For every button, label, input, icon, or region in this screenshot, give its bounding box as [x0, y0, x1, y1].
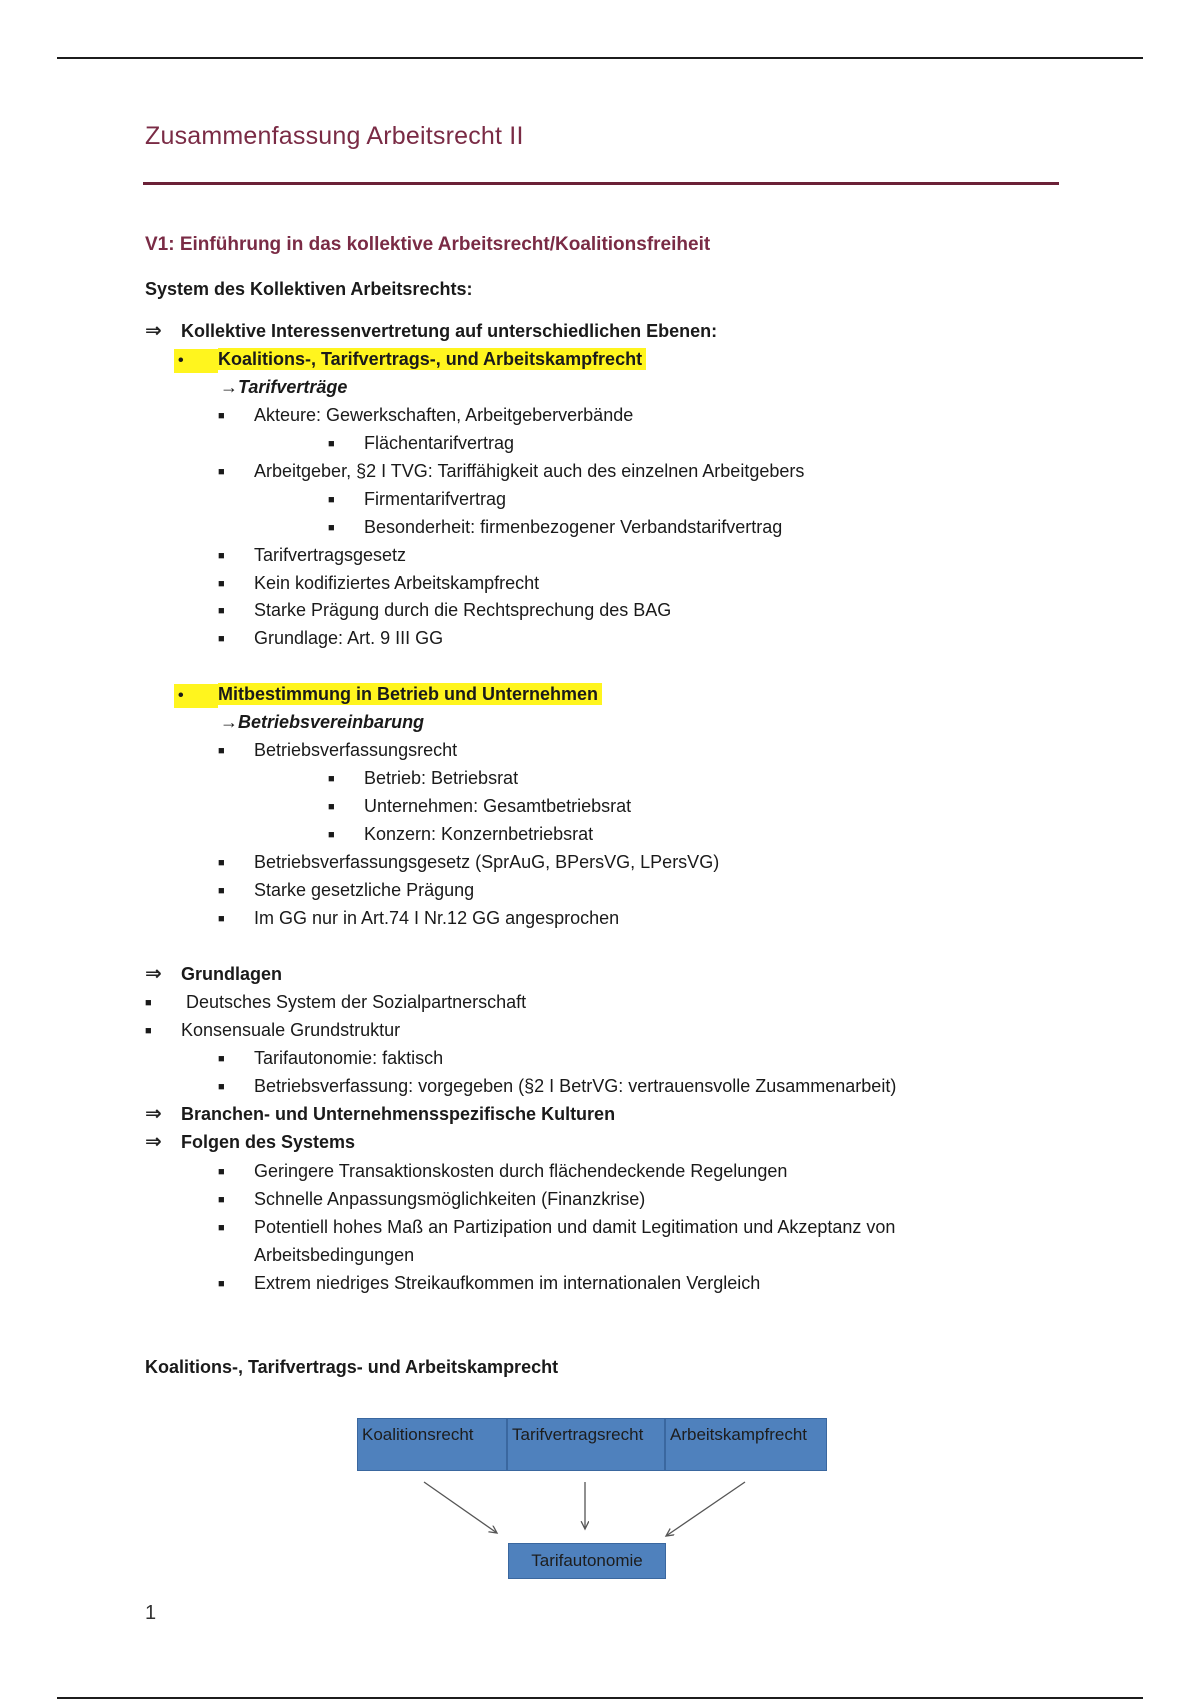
list-item: ■ Geringere Transaktionskosten durch flächendeckende Regelungen: [218, 1161, 788, 1181]
list-item: →Tarifverträge: [220, 377, 348, 397]
square-bullet-icon: ■: [218, 605, 225, 617]
diagram-box-tarifvertragsrecht: Tarifvertragsrecht: [507, 1418, 665, 1471]
list-item-continuation: Arbeitsbedingungen: [254, 1245, 415, 1265]
diagram-box-tarifautonomie: Tarifautonomie: [508, 1543, 666, 1579]
implies-arrow-icon: ⇒: [145, 1103, 162, 1125]
list-item: ■ Potentiell hohes Maß an Partizipation und damit Legitimation und Akzeptanz von: [218, 1217, 896, 1237]
list-item: ■ Grundlage: Art. 9 III GG: [218, 628, 444, 648]
square-bullet-icon: ■: [218, 1053, 225, 1065]
document-title: Zusammenfassung Arbeitsrecht II: [145, 122, 524, 150]
implies-arrow-icon: ⇒: [145, 1131, 162, 1153]
square-bullet-icon: ■: [328, 829, 335, 841]
implies-arrow-icon: ⇒: [145, 320, 162, 342]
bullet-icon: •: [174, 684, 218, 708]
list-item: ■ Betrieb: Betriebsrat: [328, 768, 519, 788]
square-bullet-icon: ■: [328, 494, 335, 506]
square-bullet-icon: ■: [218, 857, 225, 869]
list-item: →Betriebsvereinbarung: [220, 712, 425, 732]
implies-arrow-icon: ⇒: [145, 963, 162, 985]
section-heading: V1: Einführung in das kollektive Arbeitsrecht/Koalitionsfreiheit: [145, 234, 711, 255]
list-item: ■ Unternehmen: Gesamtbetriebsrat: [328, 796, 632, 816]
arrow-right: [666, 1482, 745, 1536]
square-bullet-icon: ■: [218, 1222, 225, 1234]
square-bullet-icon: ■: [328, 438, 335, 450]
square-bullet-icon: ■: [328, 773, 335, 785]
square-bullet-icon: ■: [218, 410, 225, 422]
square-bullet-icon: ■: [218, 578, 225, 590]
list-item: ■ Kein kodifiziertes Arbeitskampfrecht: [218, 573, 540, 593]
page-bottom-rule: [57, 1697, 1143, 1699]
list-item: ■ Extrem niedriges Streikaufkommen im internationalen Vergleich: [218, 1273, 761, 1293]
square-bullet-icon: ■: [218, 633, 225, 645]
square-bullet-icon: ■: [218, 550, 225, 562]
list-item: ■ Konsensuale Grundstruktur: [145, 1020, 401, 1040]
square-bullet-icon: ■: [218, 913, 225, 925]
list-item: ⇒ Branchen- und Unternehmensspezifische Kulturen: [145, 1103, 616, 1125]
list-item: ⇒ Folgen des Systems: [145, 1131, 356, 1153]
list-item: ■ Konzern: Konzernbetriebsrat: [328, 824, 594, 844]
list-item: ■ Starke Prägung durch die Rechtsprechung des BAG: [218, 600, 672, 620]
diagram-source-boxes: [357, 1418, 827, 1471]
square-bullet-icon: ■: [218, 1194, 225, 1206]
square-bullet-icon: ■: [145, 1025, 152, 1037]
arrow-left: [424, 1482, 497, 1533]
list-item: ■ Arbeitgeber, §2 I TVG: Tariffähigkeit auch des einzelnen Arbeitgebers: [218, 461, 805, 481]
list-item: ■ Besonderheit: firmenbezogener Verbandstarifvertrag: [328, 517, 783, 537]
list-item: ■ Tarifautonomie: faktisch: [218, 1048, 444, 1068]
square-bullet-icon: ■: [145, 997, 152, 1009]
list-item: ■ Akteure: Gewerkschaften, Arbeitgeberverbände: [218, 405, 634, 425]
square-bullet-icon: ■: [218, 745, 225, 757]
highlighted-text: Koalitions-, Tarifvertrags-, und Arbeitskampfrecht: [218, 348, 646, 370]
subheading: System des Kollektiven Arbeitsrechts:: [145, 279, 473, 299]
square-bullet-icon: ■: [218, 885, 225, 897]
square-bullet-icon: ■: [328, 522, 335, 534]
square-bullet-icon: ■: [328, 801, 335, 813]
page-number: 1: [145, 1602, 157, 1624]
diagram-box-arbeitskampfrecht: Arbeitskampfrecht: [665, 1418, 827, 1471]
list-item: ⇒ Kollektive Interessenvertretung auf unterschiedlichen Ebenen:: [145, 320, 718, 342]
highlighted-text: Mitbestimmung in Betrieb und Unternehmen: [218, 683, 602, 705]
list-item: ■ Schnelle Anpassungsmöglichkeiten (Finanzkrise): [218, 1189, 646, 1209]
list-item: ⇒ Grundlagen: [145, 963, 283, 985]
list-item: ■ Betriebsverfassungsgesetz (SprAuG, BPersVG, LPersVG): [218, 852, 720, 872]
square-bullet-icon: ■: [218, 1166, 225, 1178]
list-item: ■ Flächentarifvertrag: [328, 433, 515, 453]
bullet-icon: •: [174, 349, 218, 373]
list-item: ■ Betriebsverfassung: vorgegeben (§2 I BetrVG: vertrauensvolle Zusammenarbeit): [218, 1076, 897, 1096]
square-bullet-icon: ■: [218, 1081, 225, 1093]
diagram-box-koalitionsrecht: Koalitionsrecht: [357, 1418, 507, 1471]
list-item: ■ Deutsches System der Sozialpartnerschaft: [145, 992, 527, 1012]
square-bullet-icon: ■: [218, 1278, 225, 1290]
diagram-heading: Koalitions-, Tarifvertrags- und Arbeitskamprecht: [145, 1357, 559, 1377]
list-item: ■ Firmentarifvertrag: [328, 489, 507, 509]
list-item: ■ Starke gesetzliche Prägung: [218, 880, 475, 900]
list-item: ■ Betriebsverfassungsrecht: [218, 740, 458, 760]
list-item: ■ Im GG nur in Art.74 I Nr.12 GG angesprochen: [218, 908, 620, 928]
list-item: ■ Tarifvertragsgesetz: [218, 545, 407, 565]
square-bullet-icon: ■: [218, 466, 225, 478]
